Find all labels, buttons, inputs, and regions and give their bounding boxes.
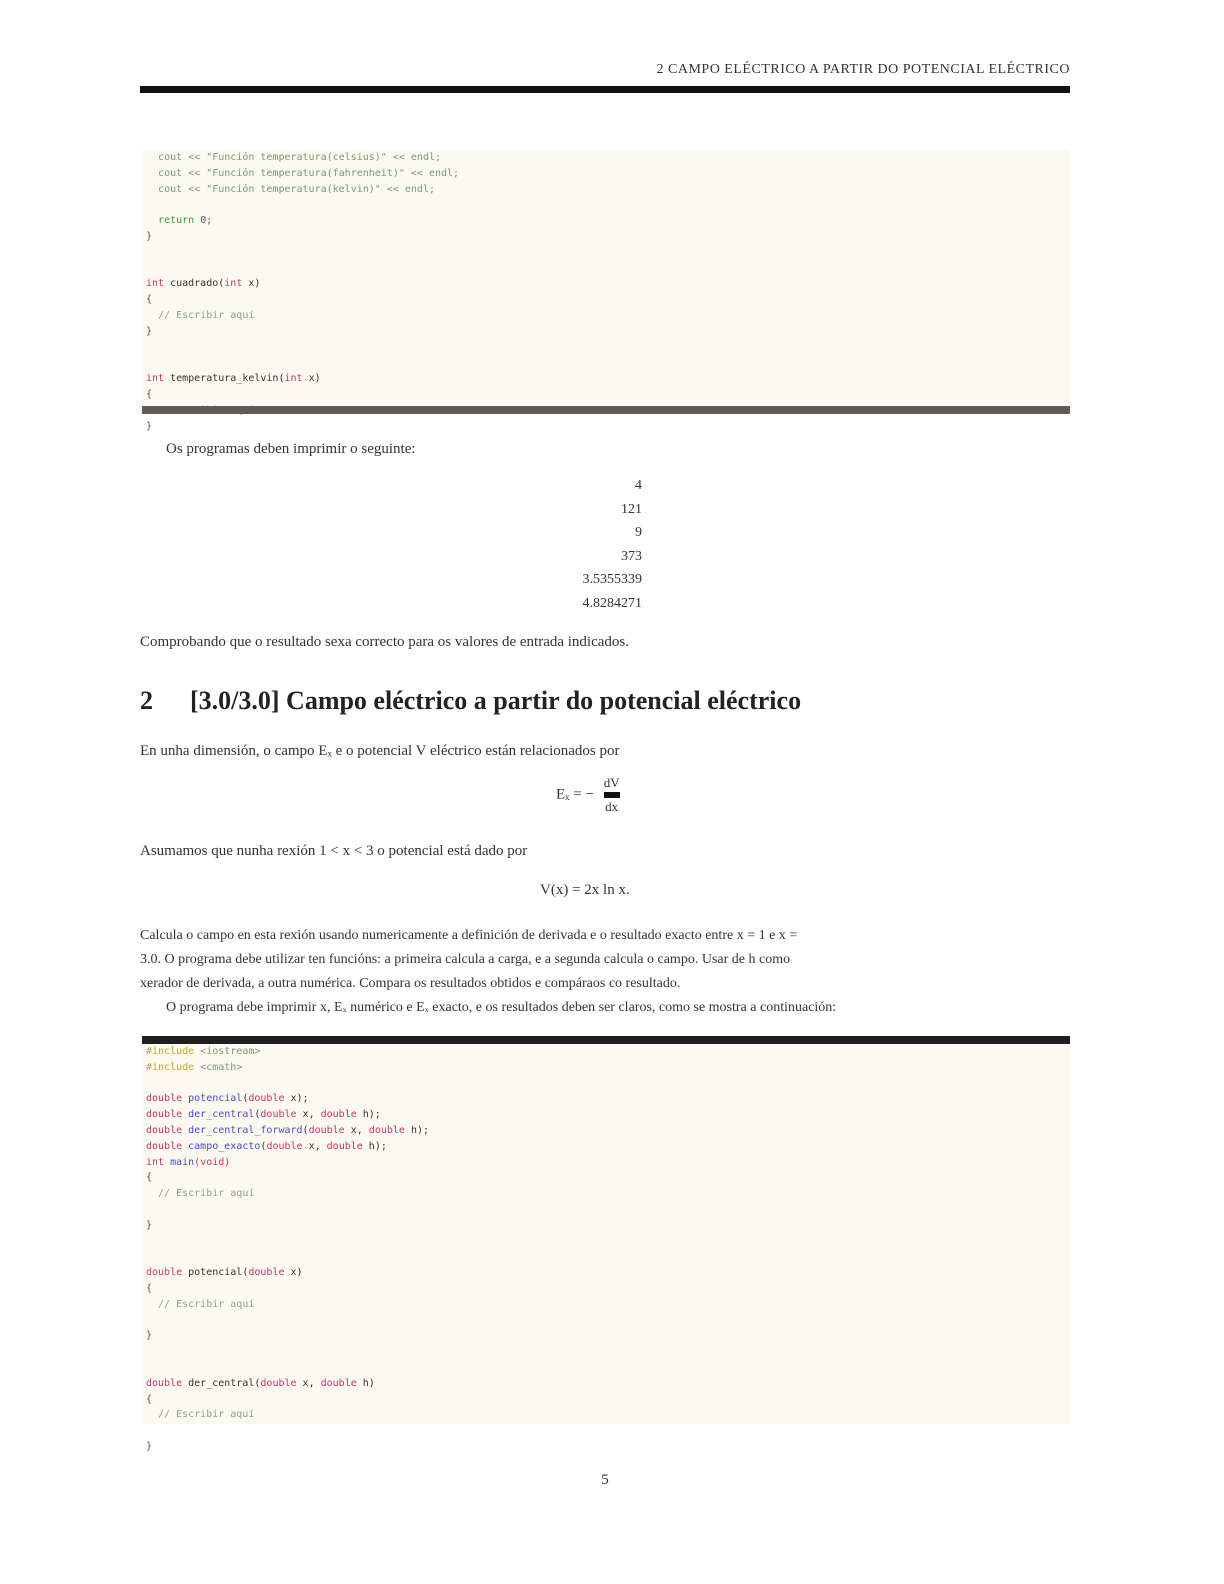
code-line (142, 197, 1070, 213)
section-title: [3.0/3.0] Campo eléctrico a partir do potencial eléctrico (190, 686, 802, 715)
code-token: double (146, 1093, 183, 1105)
section-paragraph-3 (140, 924, 1070, 1020)
code-token: cout << "Función temperatura(kelvin)" << endl; (158, 183, 435, 195)
code-token: ( (260, 1140, 267, 1152)
code-line (142, 1249, 1070, 1265)
code-block-2-top-bar (142, 1036, 1070, 1044)
equation-1-numerator: dV (603, 775, 620, 790)
paragraph-line: O programa debe imprimir x, Eₓ numérico e Eₓ exacto, e os resultados deben ser claros, como se mostra a continuación: (166, 1000, 837, 1015)
code-line (142, 1234, 1070, 1250)
code-token: x) (242, 278, 261, 290)
code-token: // Escribir aquí (146, 1298, 255, 1310)
code-line (142, 340, 1070, 356)
code-token: ( (302, 1124, 309, 1136)
code-line (142, 1360, 1070, 1376)
code-token: der_central (182, 1109, 255, 1121)
code-token (146, 152, 158, 163)
code-block-2 (142, 1044, 1070, 1452)
code-token (146, 215, 158, 226)
code-token: double (146, 1267, 183, 1279)
code-line (142, 308, 1070, 324)
code-line (142, 1107, 1070, 1123)
running-head: 2 CAMPO ELÉCTRICO A PARTIR DO POTENCIAL ELÉCTRICO (656, 62, 1070, 77)
output-value: 4.8284271 (582, 595, 642, 611)
code-token: double (146, 1377, 183, 1389)
code-line (142, 261, 1070, 277)
code-token: 0; (194, 215, 213, 227)
code-token (146, 168, 158, 179)
code-token: campo_exacto (182, 1140, 261, 1152)
code-token: double (320, 1377, 357, 1389)
code-line (142, 276, 1070, 292)
code-line (142, 1091, 1070, 1107)
code-token: { (146, 1393, 153, 1405)
code-token: { (146, 1282, 153, 1294)
code-token: cout << "Función temperatura(celsius)" << endl; (158, 152, 442, 163)
code-line (142, 1328, 1070, 1344)
code-block-1 (142, 150, 1070, 432)
code-line (142, 1407, 1070, 1423)
code-token: #include (146, 1046, 195, 1057)
output-value: 121 (621, 501, 642, 517)
code-line (142, 1313, 1070, 1329)
code-token: double (260, 1377, 297, 1389)
code-token: ( (254, 1109, 261, 1121)
section-paragraph-1: En unha dimensión, o campo Eₓ e o potencial V eléctrico están relacionados por (140, 743, 620, 759)
code-line (142, 355, 1070, 371)
code-token: main (164, 1156, 195, 1168)
code-line (142, 1155, 1070, 1171)
code-token: int (146, 373, 165, 385)
code-token: double (308, 1124, 345, 1136)
code-token: double (146, 1109, 183, 1121)
code-token (146, 184, 158, 195)
code-token: potencial( (182, 1267, 249, 1279)
code-token: } (146, 325, 153, 337)
code-token: (void) (194, 1156, 231, 1168)
code-line (142, 245, 1070, 261)
code-token: double (146, 1140, 183, 1152)
code-token: temperatura_kelvin( (164, 373, 285, 385)
equation-1-lhs: Eₓ = − (556, 786, 594, 803)
code-line (142, 1218, 1070, 1234)
code-line (142, 387, 1070, 403)
code-token: x, (344, 1124, 369, 1136)
paragraph-line: 3.0. O programa debe utilizar ten funcións: a primeira calcula a carga, e a segunda calcula o campo. Usar de h como (140, 952, 791, 967)
code-token: int (284, 373, 303, 385)
code-token: return (158, 215, 195, 227)
code-token: ( (242, 1093, 249, 1105)
code-token: } (146, 420, 153, 432)
code-token: // Escribir aquí (146, 309, 255, 321)
section-heading (140, 686, 801, 716)
code-token: der_central_forward (182, 1124, 303, 1136)
code-line (142, 1265, 1070, 1281)
code-token: x) (302, 373, 321, 385)
code-token: h); (404, 1124, 430, 1136)
code-token: // Escribir aquí (146, 1188, 255, 1200)
output-note: Comprobando que o resultado sexa correcto para os valores de entrada indicados. (140, 634, 629, 650)
code-token: { (146, 388, 153, 400)
code-token: x); (284, 1093, 309, 1105)
code-line (142, 1376, 1070, 1392)
code-line (142, 419, 1070, 435)
output-value: 9 (635, 525, 642, 541)
code-block-1-bottom-bar (142, 406, 1070, 414)
equation-1-fraction (604, 775, 620, 815)
code-line (142, 292, 1070, 308)
code-token: <cmath> (194, 1061, 243, 1073)
equation-1 (556, 775, 620, 815)
code-token: double (146, 1124, 183, 1136)
code-token: } (146, 1330, 153, 1342)
output-value: 3.5355339 (582, 572, 642, 588)
code-line (142, 1076, 1070, 1092)
section-number: 2 (140, 686, 153, 715)
equation-1-denominator: dx (605, 799, 619, 814)
code-token: double (248, 1267, 285, 1279)
code-line (142, 1170, 1070, 1186)
code-line (142, 1423, 1070, 1439)
paragraph-line: Calcula o campo en esta rexión usando numericamente a definición de derivada e o resultado exacto entre x = 1 e x = (140, 928, 798, 943)
code-line (142, 150, 1070, 166)
code-token: // Escribir aquí (146, 1409, 255, 1421)
code-line (142, 1392, 1070, 1408)
code-token: potencial (182, 1093, 243, 1105)
code-token: } (146, 1440, 153, 1452)
code-token: } (146, 1219, 153, 1231)
code-line (142, 182, 1070, 198)
code-token: int (224, 278, 243, 290)
code-line (142, 1060, 1070, 1076)
code-line (142, 229, 1070, 245)
code-line (142, 1297, 1070, 1313)
code-line (142, 371, 1070, 387)
code-line (142, 1123, 1070, 1139)
code-token: double (368, 1124, 405, 1136)
code-token: x, (296, 1377, 321, 1389)
header-rule (140, 86, 1070, 93)
code-token: { (146, 294, 153, 306)
code-line (142, 213, 1070, 229)
output-intro: Os programas deben imprimir o seguinte: (166, 441, 416, 457)
code-token: h) (356, 1377, 375, 1389)
code-token: double (326, 1140, 363, 1152)
code-line (142, 1281, 1070, 1297)
code-token: double (248, 1093, 285, 1105)
code-token: double (266, 1140, 303, 1152)
code-token: #include (146, 1061, 195, 1073)
code-line (142, 1202, 1070, 1218)
code-token: } (146, 230, 153, 242)
code-line (142, 324, 1070, 340)
code-line (142, 1139, 1070, 1155)
code-token: double (320, 1109, 357, 1121)
code-line (142, 1344, 1070, 1360)
equation-2: V(x) = 2x ln x. (540, 882, 630, 898)
code-token: der_central( (182, 1377, 261, 1389)
program-output (560, 474, 642, 616)
paragraph-line: xerador de derivada, a outra numérica. Compara os resultados obtidos e compáraos co resultado. (140, 976, 681, 991)
code-token: cuadrado( (164, 278, 225, 290)
code-token: double (260, 1109, 297, 1121)
code-token: h); (362, 1140, 387, 1152)
code-token: <iostream> (194, 1046, 261, 1057)
code-token: x) (284, 1267, 303, 1279)
code-token: x, (302, 1140, 327, 1152)
code-token: int (146, 278, 165, 290)
code-token: { (146, 1172, 153, 1184)
output-value: 4 (635, 478, 642, 493)
code-token: cout << "Función temperatura(fahrenheit)" << endl; (158, 167, 460, 179)
page-number: 5 (601, 1472, 609, 1488)
fraction-bar (604, 792, 620, 798)
section-paragraph-2: Asumamos que nunha rexión 1 < x < 3 o potencial está dado por (140, 843, 528, 859)
output-value: 373 (621, 548, 642, 564)
code-token: x, (296, 1109, 321, 1121)
code-line (142, 1439, 1070, 1455)
code-line (142, 166, 1070, 182)
code-token: h); (356, 1109, 381, 1121)
code-line (142, 1186, 1070, 1202)
code-line (142, 1044, 1070, 1060)
code-token: int (146, 1156, 165, 1168)
